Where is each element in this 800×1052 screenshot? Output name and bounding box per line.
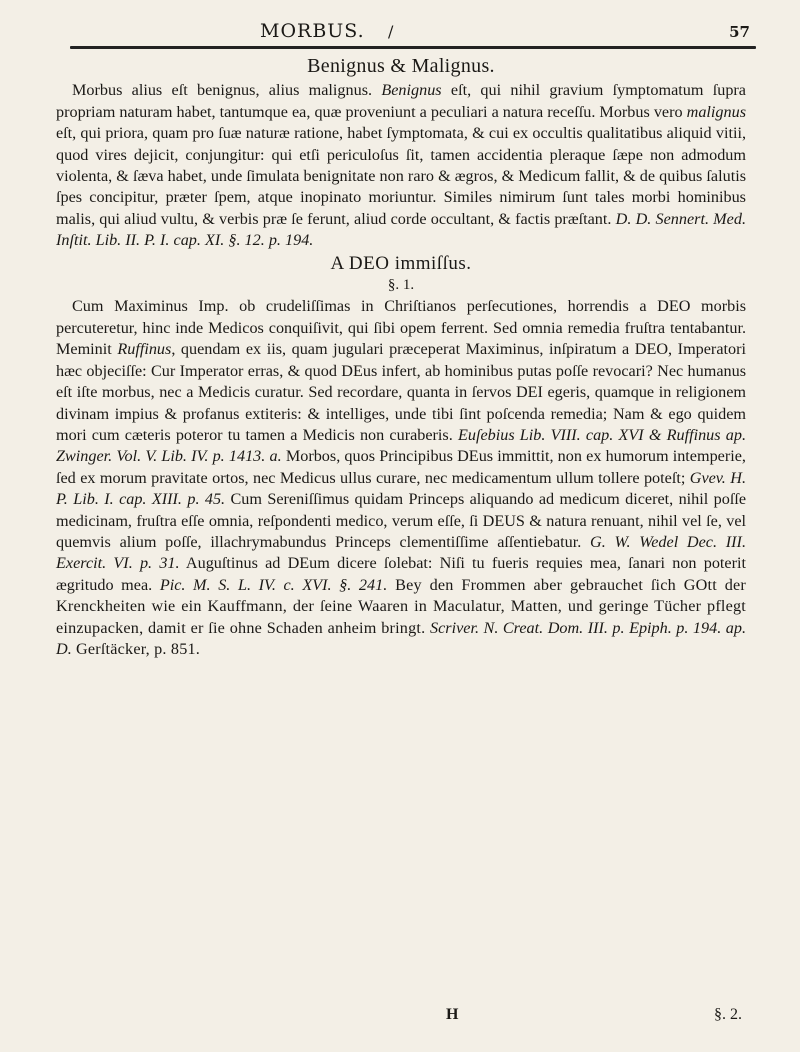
citation-text: Gvev. H. P. Lib. I. cap. XIII. p. 45. <box>56 468 747 509</box>
citation-text: Scriver. N. Creat. Dom. III. p. Epiph. p. 194. ap. D. <box>56 618 746 658</box>
citation-text: Benignus <box>381 81 442 100</box>
citation-text: D. D. Sennert. Med. Inſtit. Lib. II. P. I. cap. XI. §. 12. p. 194. <box>56 209 746 250</box>
body-text: , quendam ex iis, quam jugulari præceperat Maximinus, inſpiratum a DEO, Imperatori hæc objeciſſe: Cur Imperator erras, & quod DEus infert, ab hominibus putas poſſe revocari? Nec humanus eſt iſte morbus, nec a Medicis curatur. Sed recordare, quanta in ſervos DEI egeris, quamque in religionem divinam impius & profanus extiteris: & intelliges, unde tibi ſint poſcenda remedia; Nam & ego quidem mori cum cæteris poteror tu tamen a Medicis non curaberis. <box>56 340 746 444</box>
subsection-heading: A DEO immiſſus. <box>330 252 472 274</box>
header-mark: / <box>388 22 394 41</box>
section-heading: Benignus & Malignus. <box>307 55 495 77</box>
citation-text: Ruffinus <box>117 340 172 359</box>
running-title: MORBUS. <box>260 20 365 42</box>
section-number: §. 1. <box>387 277 415 294</box>
body-text: Cum Maximinus Imp. ob crudeliſſimas in Chriſtianos perſecutiones, horrendis a DEO morbis percuteretur, hinc inde Medicos conquiſivit, qui ſibi opem ferrent. Sed omnia remedia fruſtra tentabantur. Meminit <box>56 297 746 359</box>
paragraph-a-deo-immissus <box>56 296 746 660</box>
signature-mark: H <box>446 1006 459 1023</box>
body-text: eſt, qui nihil gravium ſymptomatum ſupra propriam naturam habet, tantumque ea, quæ proveniunt a peculiari a natura receſſu. Morbus vero <box>56 81 746 121</box>
page-header <box>70 20 756 50</box>
citation-text: G. W. Wedel Dec. III. Exercit. VI. p. 31. <box>56 532 746 573</box>
body-text: Auguſtinus ad DEum dicere ſolebat: Niſi tu fueris requies mea, ſanari non poterit ægritudo mea. <box>56 554 746 594</box>
german-text: Gerſtäcker, p. 851. <box>71 639 201 658</box>
page-footer <box>56 1006 746 1030</box>
body-text: Morbos, quos Principibus DEus immittit, non ex humorum intemperie, ſed ex morum pravitate ortos, nec Medicus ullus curare, nec medicamentum ullum tollere poteſt; <box>56 447 746 487</box>
citation-text: malignus <box>686 102 747 121</box>
header-rule <box>70 46 756 49</box>
catchword: §. 2. <box>714 1006 742 1023</box>
body-text: eſt, qui priora, quam pro ſuæ naturæ ratione, habet ſymptomata, & cui ex occultis qualitatibus aliquid vitii, quod vires dejicit, conjungitur: qui etſi periculoſus ſit, tamen accidentia pleraque ſæpe non admodum violenta, & ſæva habet, unde ſimulata benignitate non raro & ægros, & Medicum fallit, & de quibus ſalutis ſpes concipitur, præter ſpem, atque inopinato moriuntur. Similes nimirum ſunt tales morbi hominibus malis, qui aliud vultu, & verbis præ ſe ferunt, aliud corde occultant, & factis præſtant. <box>56 124 746 228</box>
page-number: 57 <box>729 23 750 41</box>
citation-text: Pic. M. S. L. IV. c. XVI. §. 241. <box>159 575 388 594</box>
body-text: Morbus alius eſt benignus, alius malignus. <box>72 81 382 100</box>
citation-text: Euſebius Lib. VIII. cap. XVI & Ruffinus ap. Zwinger. Vol. V. Lib. IV. p. 1413. a. <box>56 425 746 466</box>
page-body <box>56 56 746 660</box>
paragraph-benignus-malignus <box>56 80 746 251</box>
body-text: Cum Sereniſſimus quidam Princeps aliquando ad medicum diceret, nihil poſſe medicinam, fruſtra eſſe omnia, reſpondenti medico, verum eſſe, ſi DEUS & natura renuant, nihil vel ſe, vel quemvis alium poſſe, illachrymabundus Princeps clementiſſime aſſentiebatur. <box>56 490 746 551</box>
german-text: Bey den Frommen aber gebrauchet ſich GOtt der Krenckheiten wie ein Kauffmann, der ſeine Waaren in Maculatur, Matten, und geringe Tücher pflegt einzupacken, damit er ſie ohne Schaden anheim bringt. <box>56 575 746 637</box>
